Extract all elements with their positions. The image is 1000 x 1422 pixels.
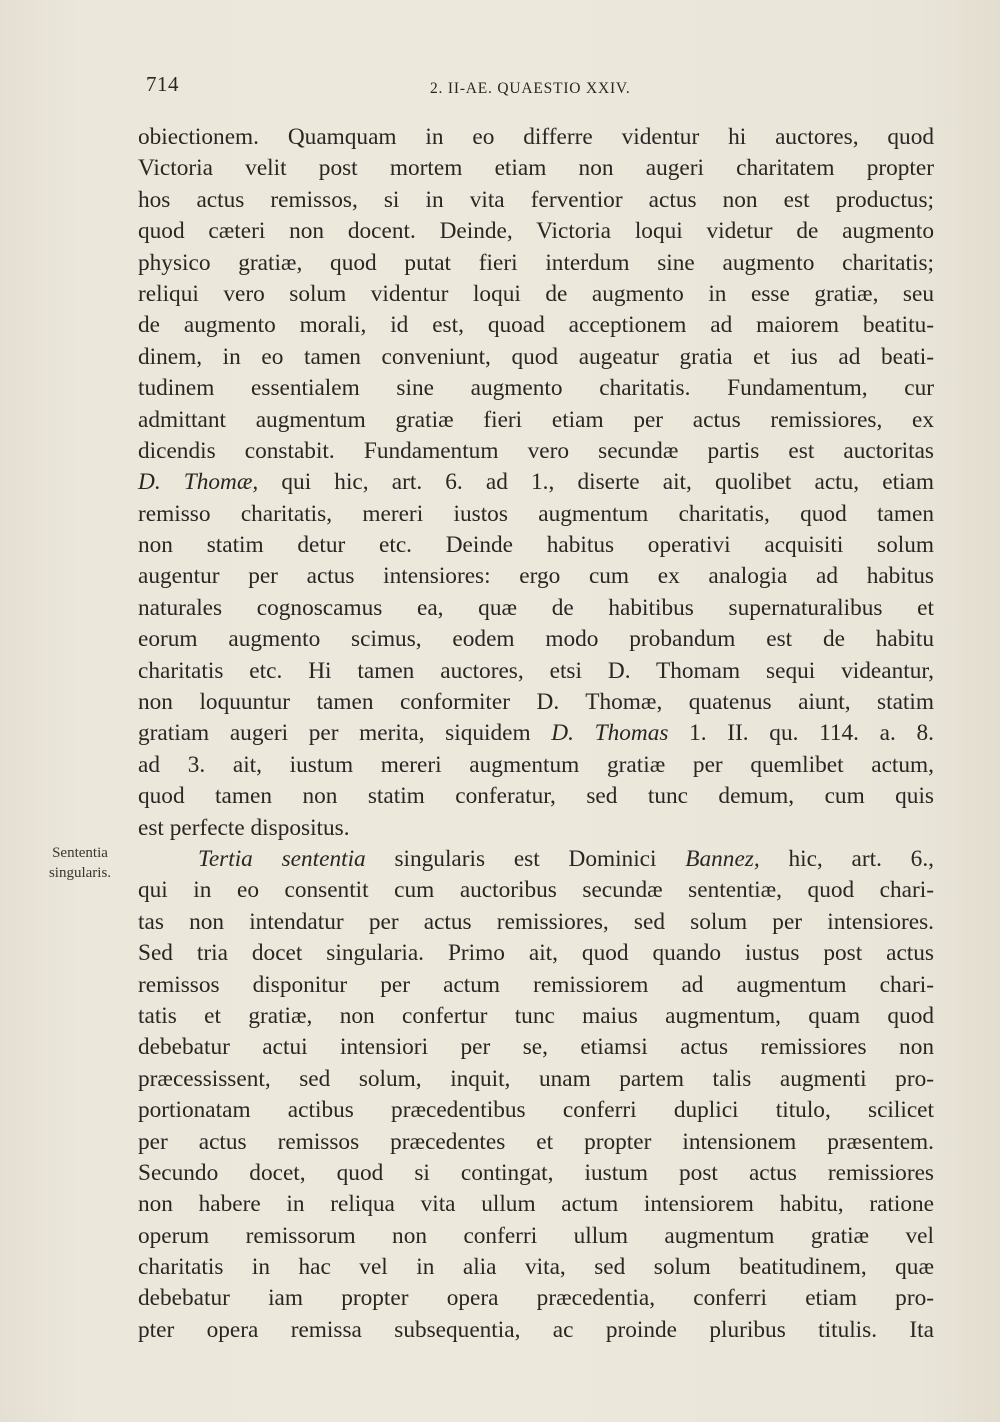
text-line bbox=[138, 373, 934, 404]
text-line bbox=[138, 1315, 934, 1346]
text-run: tas non intendatur per actus remissiores, sed solum per intensiores. bbox=[138, 908, 934, 935]
text-line bbox=[138, 1158, 934, 1189]
text-line bbox=[138, 153, 934, 184]
text-line bbox=[138, 656, 934, 687]
text-run: per actus remissos præcedentes et propter intensionem præsentem. bbox=[138, 1128, 934, 1155]
margin-note-line: Sententia bbox=[52, 845, 108, 861]
text-run: non loquuntur tamen conformiter D. Thomæ, quatenus aiunt, statim bbox=[138, 689, 934, 716]
text-line bbox=[138, 185, 934, 216]
text-run: remissos disponitur per actum remissiorem ad augmentum chari- bbox=[138, 971, 934, 998]
text-run: præcessissent, sed solum, inquit, unam partem talis augmenti pro- bbox=[138, 1065, 934, 1092]
text-run: portionatam actibus præcedentibus conferri duplici titulo, scilicet bbox=[138, 1097, 934, 1124]
text-run: naturales cognoscamus ea, quæ de habitibus supernaturalibus et bbox=[138, 594, 934, 621]
margin-note-line: singularis. bbox=[48, 865, 112, 881]
text-line bbox=[138, 1189, 934, 1220]
text-run: ad 3. ait, iustum mereri augmentum gratiæ per quemlibet actum, bbox=[138, 751, 934, 778]
text-run: debebatur actui intensiori per se, etiamsi actus remissiores non bbox=[138, 1034, 934, 1061]
text-line bbox=[138, 530, 934, 561]
text-run: singularis est Dominici bbox=[365, 845, 686, 872]
text-run: Sed tria docet singularia. Primo ait, quod quando iustus post actus bbox=[138, 940, 934, 967]
italic-text-run: Bannez, bbox=[685, 845, 760, 872]
text-run: remisso charitatis, mereri iustos augmentum charitatis, quod tamen bbox=[138, 500, 934, 527]
main-text-block bbox=[138, 122, 934, 1346]
text-line bbox=[138, 1095, 934, 1126]
text-line bbox=[138, 342, 934, 373]
text-run: admittant augmentum gratiæ fieri etiam per actus remissiores, ex bbox=[138, 406, 934, 433]
text-line bbox=[138, 216, 934, 247]
text-run: quod cæteri non docent. Deinde, Victoria loqui videtur de augmento bbox=[138, 218, 934, 245]
text-run: Victoria velit post mortem etiam non augeri charitatem propter bbox=[138, 155, 934, 182]
text-run: augentur per actus intensiores: ergo cum ex analogia ad habitus bbox=[138, 563, 934, 590]
text-line bbox=[138, 970, 934, 1001]
text-run: quod tamen non statim conferatur, sed tunc demum, cum quis bbox=[138, 783, 934, 810]
text-line bbox=[138, 1032, 934, 1063]
text-run: operum remissorum non conferri ullum augmentum gratiæ vel bbox=[138, 1222, 934, 1249]
text-run: tudinem essentialem sine augmento charitatis. Fundamentum, cur bbox=[138, 375, 934, 402]
text-run: qui hic, art. 6. ad 1., diserte ait, quolibet actu, etiam bbox=[258, 469, 934, 496]
text-run: pter opera remissa subsequentia, ac proinde pluribus titulis. Ita bbox=[138, 1316, 934, 1343]
text-run: physico gratiæ, quod putat fieri interdum sine augmento charitatis; bbox=[138, 249, 934, 276]
text-line bbox=[138, 499, 934, 530]
text-line bbox=[138, 907, 934, 938]
text-line bbox=[138, 1221, 934, 1252]
text-line bbox=[138, 436, 934, 467]
text-line bbox=[138, 467, 934, 498]
text-line bbox=[138, 279, 934, 310]
text-line bbox=[138, 718, 934, 749]
text-run: obiectionem. Quamquam in eo differre videntur hi auctores, quod bbox=[138, 124, 934, 150]
italic-text-run: D. Thomas bbox=[551, 720, 669, 747]
text-run: eorum augmento scimus, eodem modo probandum est de habitu bbox=[138, 626, 934, 653]
margin-note-sententia-singularis bbox=[30, 843, 130, 883]
text-run: de augmento morali, id est, quoad acceptionem ad maiorem beatitu- bbox=[138, 312, 934, 339]
running-head: 2. II-AE. QUAESTIO XXIV. bbox=[430, 80, 631, 97]
text-line bbox=[138, 122, 934, 153]
text-run: gratiam augeri per merita, siquidem bbox=[138, 720, 552, 747]
text-line bbox=[138, 938, 934, 969]
text-run: reliqui vero solum videntur loqui de augmento in esse gratiæ, seu bbox=[138, 280, 934, 307]
text-line bbox=[138, 1001, 934, 1032]
text-line bbox=[138, 844, 934, 875]
text-run: est perfecte dispositus. bbox=[138, 814, 350, 841]
text-run: Secundo docet, quod si contingat, iustum post actus remissiores bbox=[138, 1159, 934, 1186]
text-line bbox=[138, 750, 934, 781]
text-line bbox=[138, 687, 934, 718]
text-line bbox=[138, 561, 934, 592]
text-line bbox=[138, 1064, 934, 1095]
text-run: qui in eo consentit cum auctoribus secundæ sententiæ, quod chari- bbox=[138, 877, 934, 904]
text-line bbox=[138, 248, 934, 279]
page-number: 714 bbox=[146, 72, 179, 96]
text-run: non statim detur etc. Deinde habitus operativi acquisiti solum bbox=[138, 532, 934, 559]
text-run: dicendis constabit. Fundamentum vero secundæ partis est auctoritas bbox=[138, 437, 934, 464]
text-run: debebatur iam propter opera præcedentia, conferri etiam pro- bbox=[138, 1285, 934, 1312]
italic-text-run: D. Thomæ, bbox=[138, 469, 259, 496]
text-run: charitatis in hac vel in alia vita, sed solum beatitudinem, quæ bbox=[138, 1254, 934, 1281]
text-run: tatis et gratiæ, non confertur tunc maius augmentum, quam quod bbox=[138, 1002, 934, 1029]
text-line bbox=[138, 310, 934, 341]
italic-text-run: Tertia sententia bbox=[198, 845, 366, 872]
text-line bbox=[138, 781, 934, 812]
text-line bbox=[138, 875, 934, 906]
text-run: hic, art. 6., bbox=[759, 845, 934, 872]
text-line bbox=[138, 405, 934, 436]
text-line bbox=[138, 1127, 934, 1158]
text-run: non habere in reliqua vita ullum actum intensiorem habitu, ratione bbox=[138, 1191, 934, 1218]
text-line bbox=[138, 593, 934, 624]
text-run: charitatis etc. Hi tamen auctores, etsi D. Thomam sequi videantur, bbox=[138, 657, 934, 684]
text-line bbox=[138, 1252, 934, 1283]
text-run: dinem, in eo tamen conveniunt, quod augeatur gratia et ius ad beati- bbox=[138, 343, 934, 370]
text-line bbox=[138, 624, 934, 655]
text-run: hos actus remissos, si in vita ferventior actus non est productus; bbox=[138, 186, 934, 213]
text-run: 1. II. qu. 114. a. 8. bbox=[668, 720, 935, 747]
text-line bbox=[138, 1283, 934, 1314]
text-line bbox=[138, 813, 934, 844]
